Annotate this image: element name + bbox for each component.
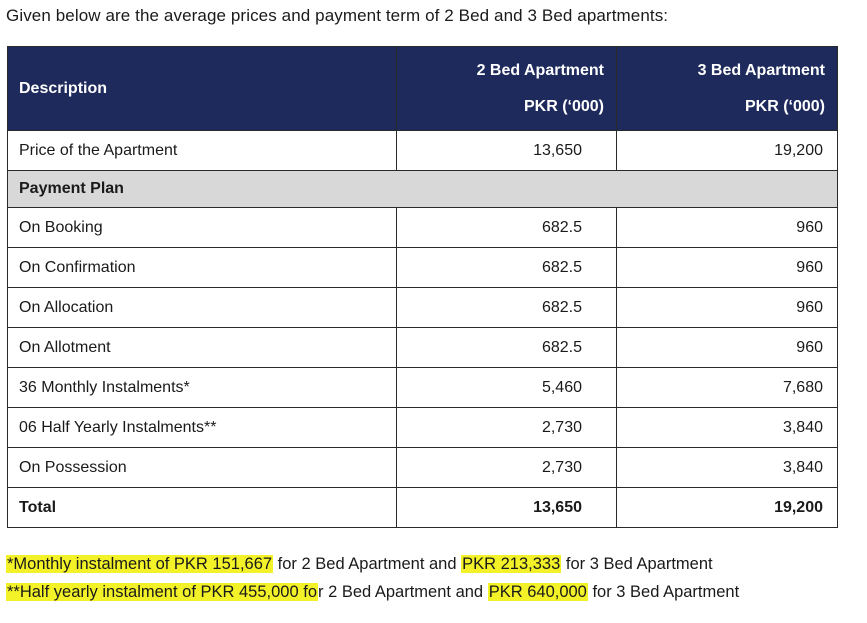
table-row (8, 408, 838, 448)
row-label: On Allocation (8, 288, 397, 328)
row-label: 36 Monthly Instalments* (8, 368, 397, 408)
row-value-2-bed: 13,650 (397, 131, 617, 171)
header-3-bed-unit: PKR (‘000) (744, 97, 825, 115)
row-value-2-bed: 5,460 (397, 368, 617, 408)
table-row (8, 248, 838, 288)
row-value-3-bed: 960 (617, 328, 838, 368)
row-value-2-bed: 682.5 (397, 248, 617, 288)
header-description: Description (8, 47, 397, 131)
row-value-3-bed: 960 (617, 248, 838, 288)
row-value-3-bed: 960 (617, 208, 838, 248)
table-row (8, 328, 838, 368)
table-row-total (8, 488, 838, 528)
intro-text: Given below are the average prices and payment term of 2 Bed and 3 Bed apartments: (6, 6, 669, 25)
section-row-payment-plan (8, 171, 838, 208)
footnote-text: for 3 Bed Apartment (587, 583, 740, 601)
row-label: Price of the Apartment (8, 131, 397, 171)
table-row (8, 368, 838, 408)
row-label: Total (8, 488, 397, 528)
row-value-3-bed: 7,680 (617, 368, 838, 408)
row-value-2-bed: 682.5 (397, 328, 617, 368)
footnote-text: for 2 Bed Apartment and (273, 555, 462, 573)
highlight: PKR 213,333 (462, 555, 561, 573)
header-2-bed-title: 2 Bed Apartment (476, 61, 604, 79)
header-3-bed-title: 3 Bed Apartment (697, 61, 825, 79)
highlight: *Monthly instalment of PKR 151,667 (7, 555, 273, 573)
row-value-3-bed: 3,840 (617, 408, 838, 448)
section-label: Payment Plan (8, 171, 838, 208)
row-value-3-bed: 960 (617, 288, 838, 328)
row-value-2-bed: 682.5 (397, 288, 617, 328)
table-row (8, 288, 838, 328)
table-header-row (8, 47, 838, 131)
footnote-half-yearly (6, 583, 739, 602)
row-label: On Confirmation (8, 248, 397, 288)
row-label: On Possession (8, 448, 397, 488)
footnote-text: for 3 Bed Apartment (561, 555, 713, 573)
row-value-2-bed: 13,650 (397, 488, 617, 528)
highlight: PKR 640,000 (488, 583, 587, 601)
table-row-price (8, 131, 838, 171)
row-value-2-bed: 2,730 (397, 408, 617, 448)
footnote-text: r 2 Bed Apartment and (318, 583, 488, 601)
header-3-bed (617, 47, 838, 131)
row-value-2-bed: 2,730 (397, 448, 617, 488)
row-label: On Booking (8, 208, 397, 248)
row-label: 06 Half Yearly Instalments** (8, 408, 397, 448)
row-label: On Allotment (8, 328, 397, 368)
table-row (8, 448, 838, 488)
price-table (7, 46, 838, 528)
highlight: **Half yearly instalment of PKR 455,000 fo (7, 583, 317, 601)
header-2-bed (397, 47, 617, 131)
row-value-2-bed: 682.5 (397, 208, 617, 248)
table-row (8, 208, 838, 248)
header-2-bed-unit: PKR (‘000) (523, 97, 604, 115)
row-value-3-bed: 19,200 (617, 131, 838, 171)
row-value-3-bed: 3,840 (617, 448, 838, 488)
row-value-3-bed: 19,200 (617, 488, 838, 528)
footnote-monthly (6, 555, 713, 574)
